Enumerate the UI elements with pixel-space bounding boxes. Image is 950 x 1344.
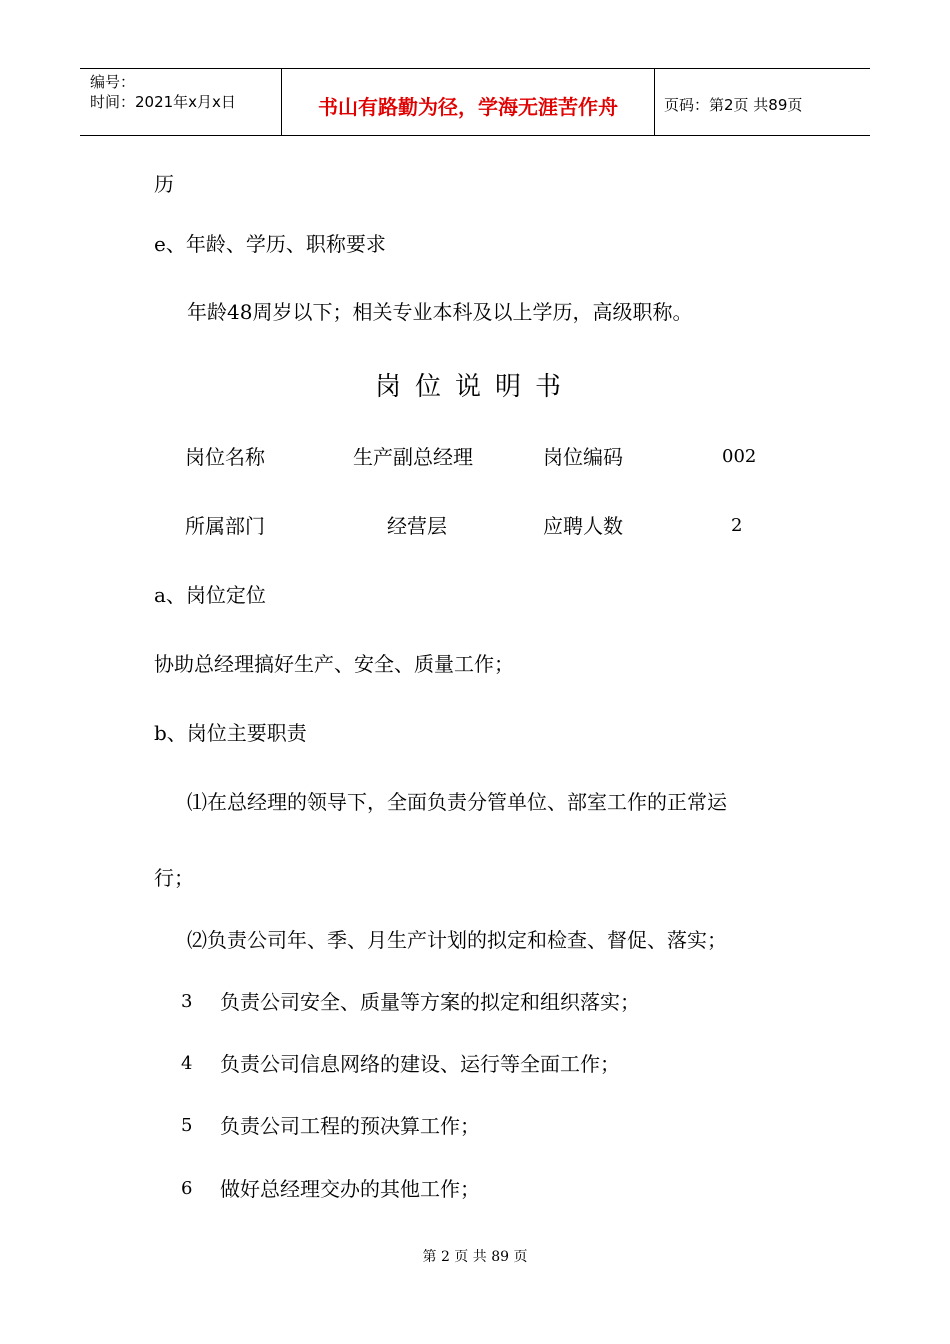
section-b-heading: b、岗位主要职责	[154, 721, 307, 745]
department-label: 所属部门	[185, 514, 265, 538]
duty-1-continued: 行；	[154, 866, 194, 890]
duty-number: 4	[181, 1053, 193, 1074]
duty-number: 6	[181, 1178, 193, 1199]
duty-number: 3	[181, 991, 193, 1012]
doc-number-label: 编号：	[90, 73, 136, 91]
hire-count-value: 2	[731, 515, 743, 536]
duty-1: ⑴在总经理的领导下，全面负责分管单位、部室工作的正常运	[187, 790, 727, 814]
continued-text: 历	[154, 172, 174, 196]
duty-2: ⑵负责公司年、季、月生产计划的拟定和检查、督促、落实；	[187, 928, 727, 952]
header-page-number: 页码：第2页 共89页	[664, 96, 803, 114]
duty-text: 负责公司信息网络的建设、运行等全面工作；	[220, 1052, 620, 1076]
hire-count-label: 应聘人数	[543, 514, 623, 538]
page-footer: 第 2 页 共 89 页	[422, 1249, 528, 1265]
page-header	[80, 68, 870, 136]
header-motto: 书山有路勤为径，学海无涯苦作舟	[318, 95, 618, 119]
duty-text: 负责公司安全、质量等方案的拟定和组织落实；	[220, 990, 640, 1014]
department-value: 经营层	[387, 514, 447, 538]
header-middle-cell	[281, 69, 655, 135]
section-e-heading: e、年龄、学历、职称要求	[154, 232, 386, 256]
header-right-cell	[655, 69, 870, 135]
post-name-value: 生产副总经理	[353, 445, 473, 469]
duty-number: 5	[181, 1115, 193, 1136]
document-title: 岗位说明书	[374, 372, 575, 402]
header-left-cell	[80, 69, 281, 135]
date-label: 时间：2021年x月x日	[90, 93, 236, 111]
duty-text: 做好总经理交办的其他工作；	[220, 1177, 480, 1201]
post-code-value: 002	[722, 446, 757, 467]
section-a-heading: a、岗位定位	[154, 583, 266, 607]
duty-text: 负责公司工程的预决算工作；	[220, 1114, 480, 1138]
post-code-label: 岗位编码	[543, 445, 623, 469]
post-name-label: 岗位名称	[185, 445, 265, 469]
position-description: 协助总经理搞好生产、安全、质量工作；	[154, 652, 514, 676]
requirement-text: 年龄48周岁以下；相关专业本科及以上学历，高级职称。	[187, 300, 693, 324]
